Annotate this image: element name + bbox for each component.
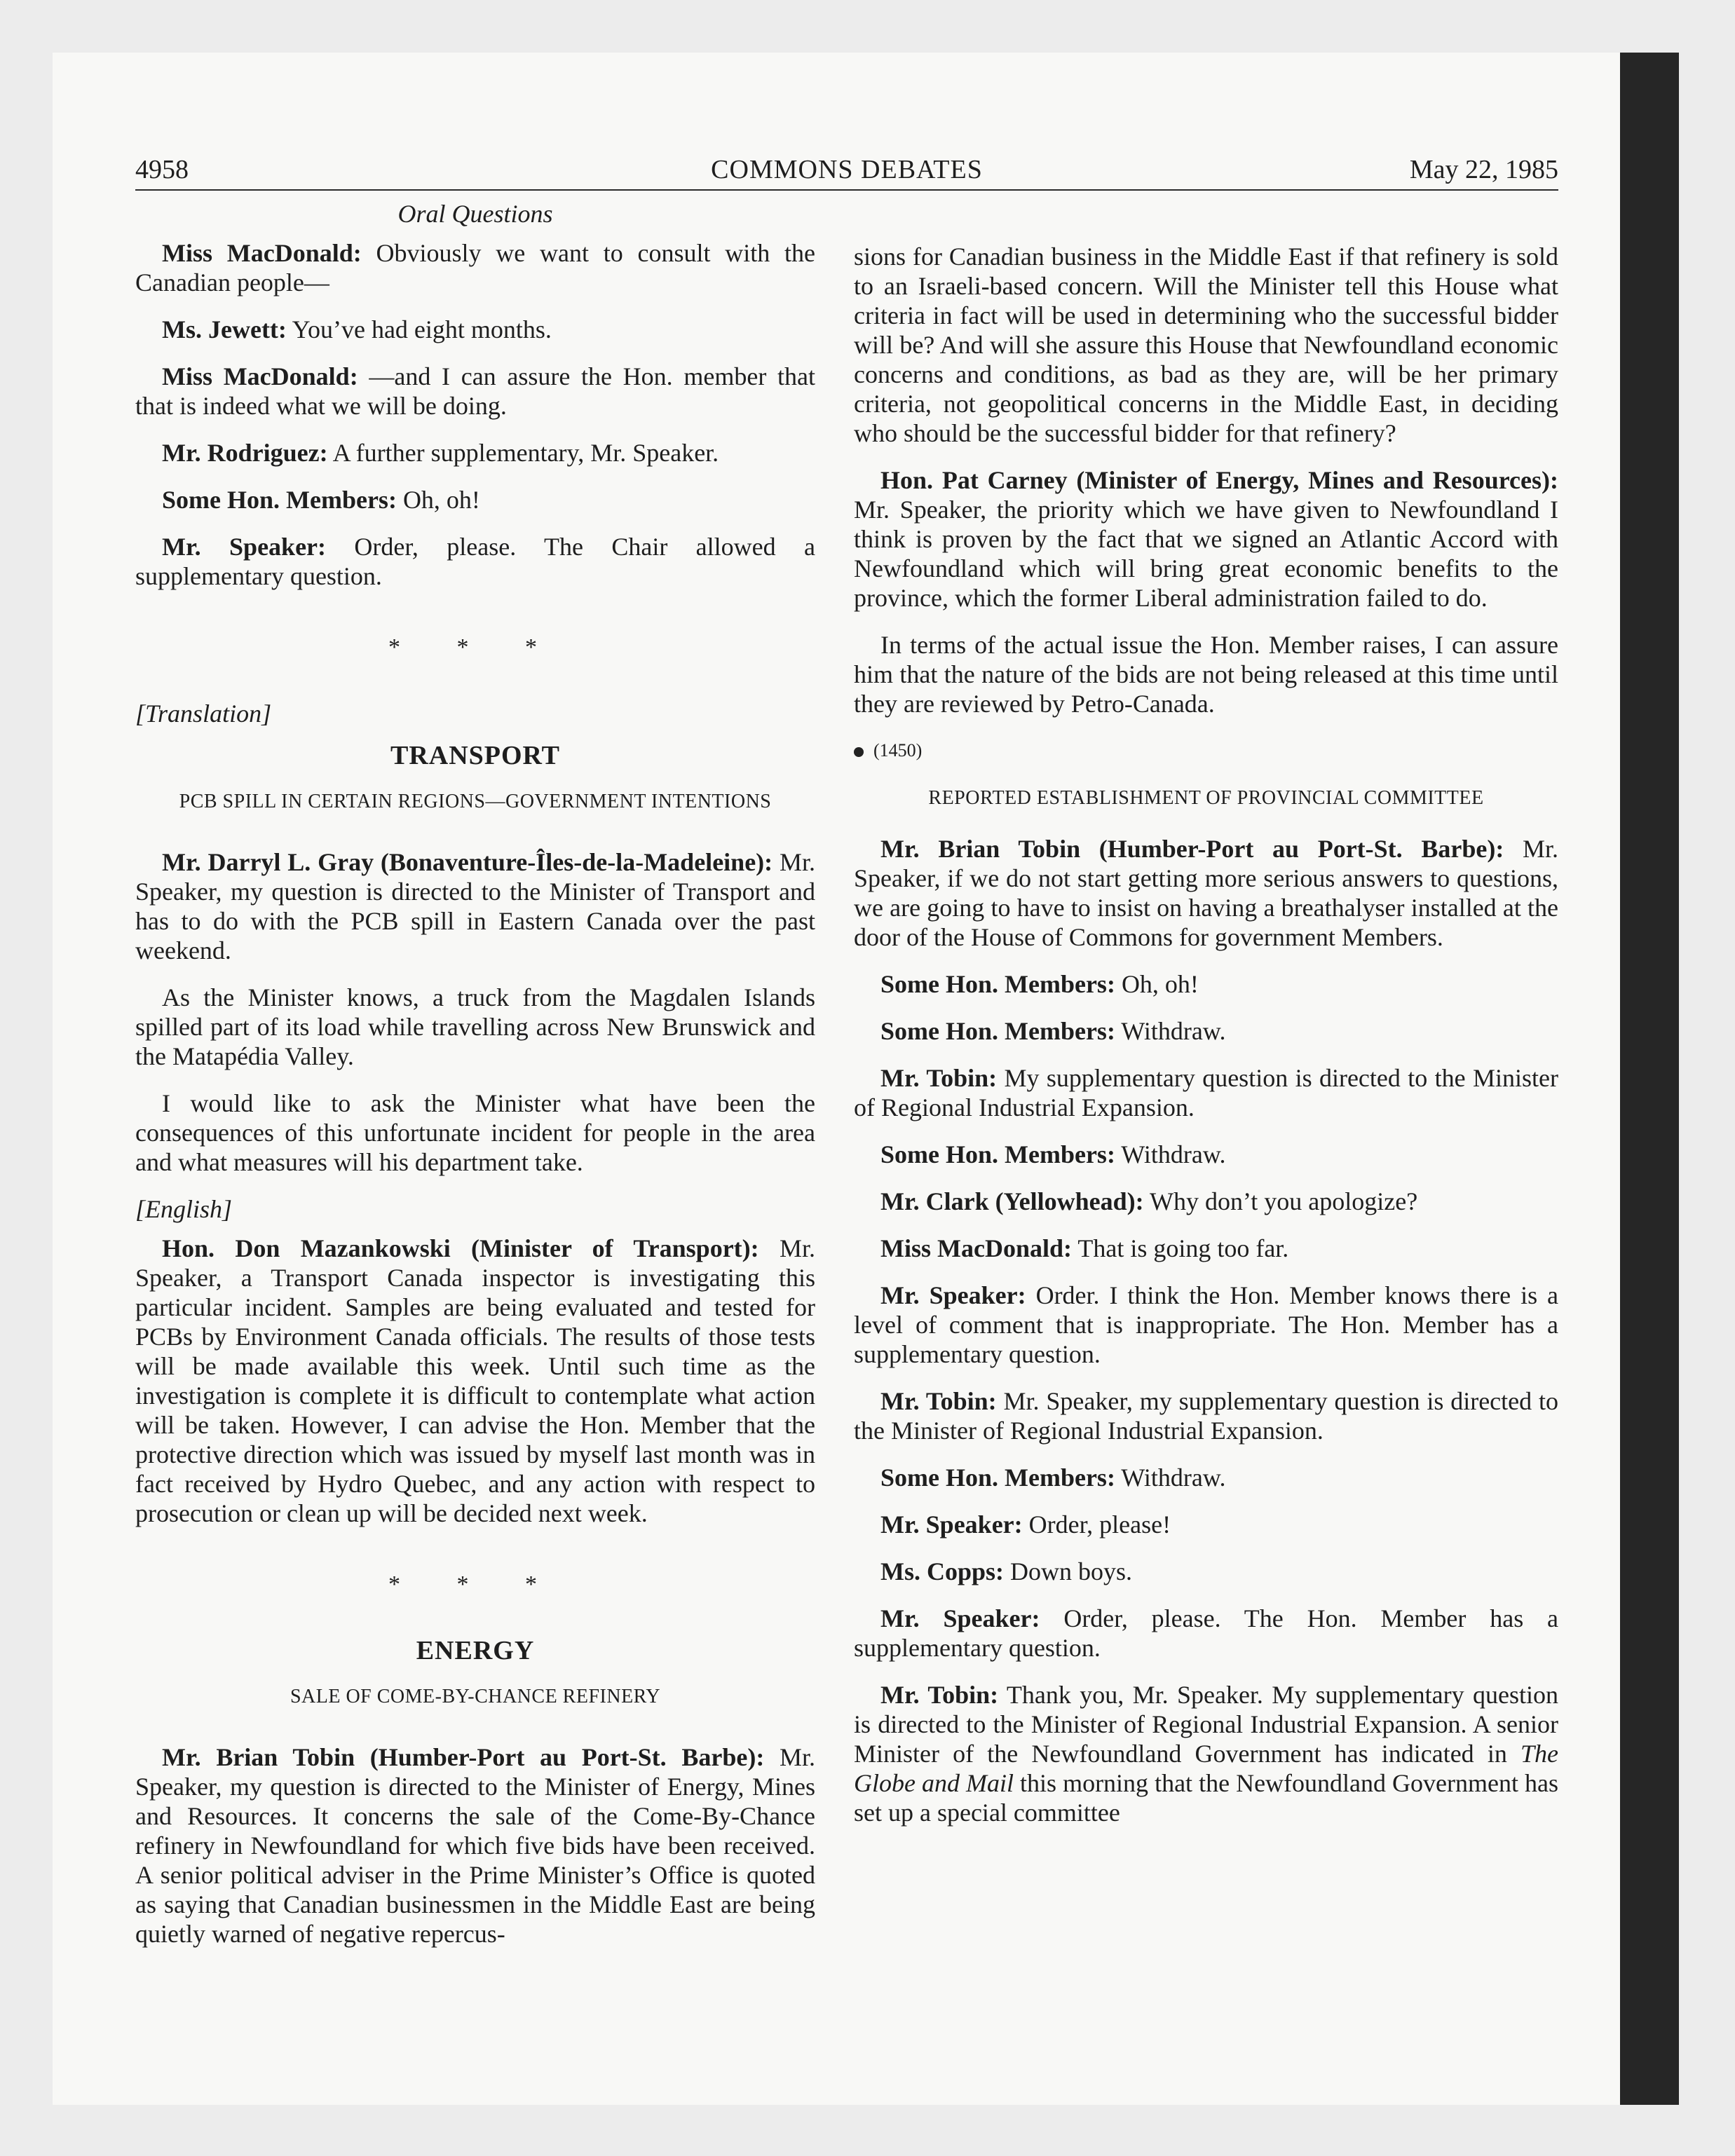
- speaker: Mr. Speaker:: [880, 1604, 1040, 1632]
- section-divider: * * *: [388, 634, 562, 660]
- speech-text: Mr. Speaker, my question is directed to the Minister of Energy, Mines and Resources. It concerns the sale of the Come-By-Chance refinery in Newfoundland for which five bids have been received. A senior political adviser in the Prime Minister’s Office is quoted as saying that Canadian businessmen in the Middle East are being quietly warned of negative repercus-: [135, 1743, 815, 1948]
- paragraph: As the Minister knows, a truck from the Magdalen Islands spilled part of its load while travelling across New Brunswick and the Matapédia Valley.: [135, 983, 815, 1070]
- speaker: Hon. Pat Carney (Minister of Energy, Mines and Resources):: [880, 466, 1558, 494]
- speech-text: Withdraw.: [1115, 1140, 1226, 1168]
- translation-note: [Translation]: [135, 700, 272, 728]
- speech-text: Mr. Speaker, a Transport Canada inspector is investigating this particular incident. Samples are being evaluated and tested for PCBs by Environment Canada officials. The results of those tests will be made available this week. Until such time as the investigation is complete it is difficult to contemplate what action will be taken. However, I can advise the Hon. Member that the protective direction which was issued by myself last month was in fact received by Hydro Quebec, and any action with respect to prosecution or clean up will be decided next week.: [135, 1234, 815, 1527]
- paragraph: In terms of the actual issue the Hon. Member raises, I can assure him that the nature of the bids are not being released at this time until they are reviewed by Petro-Canada.: [854, 631, 1558, 718]
- speaker: Hon. Don Mazankowski (Minister of Transport):: [162, 1234, 759, 1262]
- speech: [135, 315, 815, 344]
- section-heading: TRANSPORT: [390, 741, 561, 770]
- right-column: [854, 242, 1558, 1845]
- speech: [854, 1016, 1558, 1046]
- speech: [854, 1604, 1558, 1663]
- speech: [854, 1140, 1558, 1169]
- speaker: Some Hon. Members:: [880, 970, 1115, 998]
- speaker: Some Hon. Members:: [880, 1017, 1115, 1045]
- speech: [854, 1557, 1558, 1586]
- subsection-heading: PCB SPILL IN CERTAIN REGIONS—GOVERNMENT INTENTIONS: [179, 791, 772, 812]
- section-divider: * * *: [388, 1571, 562, 1597]
- speech: [135, 847, 815, 965]
- speaker: Ms. Copps:: [880, 1557, 1005, 1585]
- issue-date: May 22, 1985: [1409, 155, 1558, 184]
- speech-text: Thank you, Mr. Speaker. My supplementary question is directed to the Minister of Regional Industrial Expansion. A senior Minister of the Newfoundland Government has indicated in: [854, 1681, 1558, 1768]
- speaker: Some Hon. Members:: [162, 486, 397, 514]
- speech-text: Mr. Speaker, the priority which we have given to Newfoundland I think is proven by the fact that we signed an Atlantic Accord with Newfoundland which will bring great economic benefits to the province, which the former Liberal administration failed to do.: [854, 496, 1558, 612]
- speech: [135, 438, 815, 468]
- speaker: Some Hon. Members:: [880, 1464, 1115, 1492]
- speaker: Mr. Speaker:: [880, 1510, 1023, 1538]
- speech: [135, 485, 815, 514]
- speech-text: Mr. Speaker, my question is directed to the Minister of Transport and has to do with the PCB spill in Eastern Canada over the past weekend.: [135, 848, 815, 964]
- speech-text: Mr. Speaker, my supplementary question is directed to the Minister of Regional Industrial Expansion.: [854, 1387, 1559, 1445]
- speech: [135, 532, 815, 591]
- speech: [135, 1742, 815, 1949]
- speaker: Miss MacDonald:: [162, 362, 358, 390]
- speech-text: You’ve had eight months.: [286, 315, 552, 343]
- speaker: Mr. Speaker:: [162, 533, 327, 561]
- subsection-heading: SALE OF COME-BY-CHANCE REFINERY: [290, 1686, 661, 1707]
- speech-text: Order, please. The Chair allowed a supplementary question.: [135, 533, 816, 590]
- scan-edge: [1620, 53, 1679, 2105]
- speaker: Mr. Tobin:: [880, 1387, 997, 1415]
- paragraph: I would like to ask the Minister what have been the consequences of this unfortunate incident for people in the area and what measures will his department take.: [135, 1089, 815, 1176]
- paragraph: sions for Canadian business in the Middle East if that refinery is sold to an Israeli-based concern. Will the Minister tell this House what criteria in fact will be used in determining who the successful bidder will be? And will she assure this House that Newfoundland economic concerns and conditions, as bad as they are, will be her primary criteria, not geopolitical concerns in the Middle East, in deciding who should be the successful bidder for that refinery?: [854, 243, 1558, 447]
- speech-text: A further supplementary, Mr. Speaker.: [327, 439, 719, 467]
- speech: [854, 834, 1558, 952]
- speaker: Mr. Clark (Yellowhead):: [880, 1187, 1144, 1215]
- newspaper-title: The Globe and Mail: [854, 1740, 1558, 1797]
- speaker: Mr. Brian Tobin (Humber-Port au Port-St. Barbe):: [880, 835, 1504, 863]
- speech: [854, 465, 1558, 613]
- speech: [854, 969, 1558, 999]
- speech: [854, 1386, 1558, 1445]
- bullet-icon: [854, 747, 864, 757]
- speech-text: Withdraw.: [1115, 1017, 1226, 1045]
- speech: [854, 1680, 1558, 1827]
- speech-text: this morning that the Newfoundland Government has set up a special committee: [854, 1769, 1558, 1827]
- speaker: Mr. Tobin:: [880, 1681, 999, 1709]
- speech-text: Down boys.: [1004, 1557, 1133, 1585]
- speech: [135, 362, 815, 421]
- speech: [135, 238, 815, 297]
- time-marker: [854, 736, 1558, 765]
- speaker: Mr. Tobin:: [880, 1064, 998, 1092]
- speaker: Miss MacDonald:: [162, 239, 362, 267]
- speech: [854, 1463, 1558, 1492]
- subsection-heading: REPORTED ESTABLISHMENT OF PROVINCIAL COMMITTEE: [928, 787, 1484, 809]
- speech: [854, 1063, 1558, 1122]
- speaker: Mr. Brian Tobin (Humber-Port au Port-St. Barbe):: [162, 1743, 765, 1771]
- speech-text: —and I can assure the Hon. member that that is indeed what we will be doing.: [135, 362, 815, 420]
- speech-text: Oh, oh!: [396, 486, 480, 514]
- speech: [854, 1187, 1558, 1216]
- time-stamp: (1450): [873, 740, 923, 760]
- publication-title: COMMONS DEBATES: [711, 155, 983, 184]
- speech-text: Order, please. The Hon. Member has a supplementary question.: [854, 1604, 1559, 1662]
- section-heading: ENERGY: [416, 1636, 535, 1665]
- speaker: Mr. Rodriguez:: [162, 439, 328, 467]
- speech-text: My supplementary question is directed to the Minister of Regional Industrial Expansion.: [854, 1064, 1558, 1121]
- speech: [135, 1234, 815, 1528]
- speaker: Some Hon. Members:: [880, 1140, 1115, 1168]
- page-number: 4958: [135, 155, 189, 184]
- speaker: Mr. Darryl L. Gray (Bonaventure-Îles-de-la-Madeleine):: [162, 848, 773, 876]
- speaker: Ms. Jewett:: [162, 315, 287, 343]
- language-note: [English]: [135, 1195, 233, 1223]
- speech: [854, 1234, 1558, 1263]
- section-label: Oral Questions: [397, 200, 553, 228]
- speech: [854, 1281, 1558, 1369]
- speech-text: Why don’t you apologize?: [1143, 1187, 1418, 1215]
- left-column: [135, 199, 815, 1966]
- speech-text: Order, please!: [1022, 1510, 1171, 1538]
- speaker: Mr. Speaker:: [880, 1281, 1026, 1309]
- speech-text: That is going too far.: [1072, 1234, 1289, 1262]
- page-header: [135, 154, 1558, 191]
- speech-text: Order. I think the Hon. Member knows there is a level of comment that is inappropriate. The Hon. Member has a supplementary question.: [854, 1281, 1559, 1368]
- speech-text: Obviously we want to consult with the Canadian people—: [135, 239, 815, 296]
- speaker: Miss MacDonald:: [880, 1234, 1072, 1262]
- speech-text: Withdraw.: [1115, 1464, 1226, 1492]
- speech-text: Oh, oh!: [1115, 970, 1199, 998]
- speech-text: Mr. Speaker, if we do not start getting more serious answers to questions, we are going to have to insist on having a breathalyser installed at the door of the House of Commons for government Members.: [854, 835, 1558, 951]
- speech: [854, 1510, 1558, 1539]
